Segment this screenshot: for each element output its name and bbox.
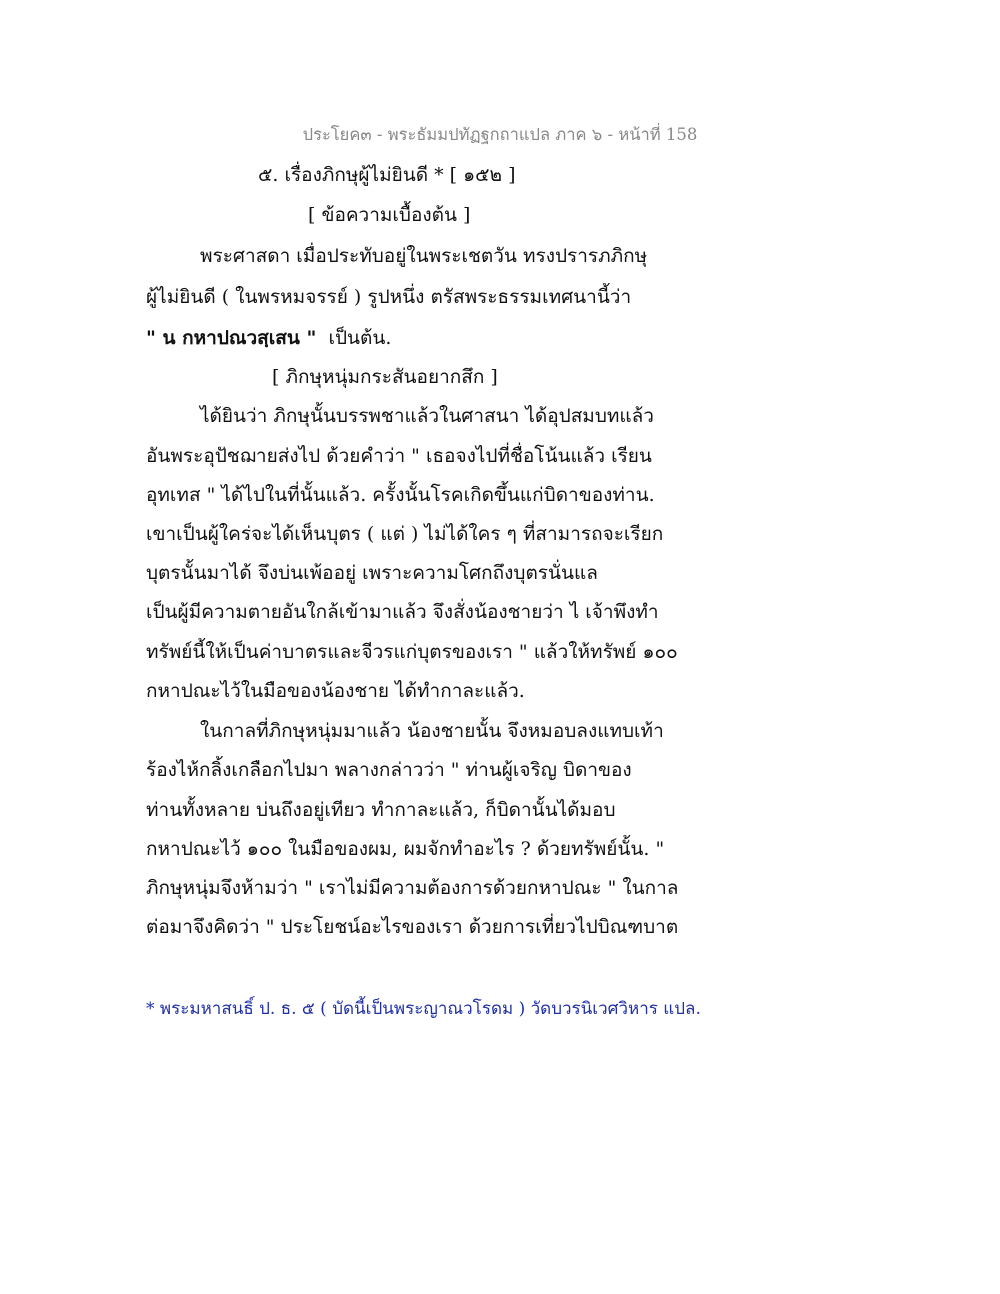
paragraph-3-line-4: กหาปณะไว้ ๑๐๐ ในมือของผม, ผมจักทำอะไร ? ด้วยทรัพย์นั้น. " [146,838,665,860]
paragraph-2-line-3: อุทเทส " ได้ไปในที่นั้นแล้ว. ครั้งนั้นโรคเกิดขึ้นแก่บิดาของท่าน. [146,484,655,506]
pali-quote: " น กหาปณวสฺเสน " [146,327,317,349]
paragraph-2-line-1: ได้ยินว่า ภิกษุนั้นบรรพชาแล้วในศาสนา ได้อุปสมบทแล้ว [200,405,654,427]
quote-suffix: เป็นต้น. [328,327,392,349]
page-header [0,122,1000,148]
story-title: ๕. เรื่องภิกษุผู้ไม่ยินดี * [ ๑๕๒ ] [258,164,516,186]
paragraph-2-line-7: ทรัพย์นี้ให้เป็นค่าบาตรและจีวรแก่บุตรของเรา " แล้วให้ทรัพย์ ๑๐๐ [146,641,678,663]
paragraph-1-line-2: ผู้ไม่ยินดี ( ในพรหมจรรย์ ) รูปหนึ่ง ตรัสพระธรรมเทศนานี้ว่า [146,286,632,308]
paragraph-1-line-3 [146,323,391,353]
paragraph-2-line-4: เขาเป็นผู้ใคร่จะได้เห็นบุตร ( แต่ ) ไม่ได้ใคร ๆ ที่สามารถจะเรียก [146,523,664,545]
section-heading-intro: [ ข้อความเบื้องต้น ] [308,204,471,226]
paragraph-3-line-5: ภิกษุหนุ่มจึงห้ามว่า " เราไม่มีความต้องการด้วยกหาปณะ " ในกาล [146,877,679,899]
header-text: ประโยค๓ - พระธัมมปทัฏฐกถาแปล ภาค ๖ - หน้าที่ 158 [302,125,698,144]
paragraph-1-line-1: พระศาสดา เมื่อประทับอยู่ในพระเชตวัน ทรงปรารภภิกษุ [200,245,648,267]
paragraph-2-line-5: บุตรนั้นมาได้ จึงบ่นเพ้ออยู่ เพราะความโศกถึงบุตรนั่นแล [146,562,598,584]
section-heading-monk: [ ภิกษุหนุ่มกระสันอยากสึก ] [272,366,498,388]
paragraph-2-line-6: เป็นผู้มีความตายอันใกล้เข้ามาแล้ว จึงสั่งน้องชายว่า ไ เจ้าพึงทำ [146,601,659,623]
paragraph-3-line-6: ต่อมาจึงคิดว่า " ประโยชน์อะไรของเรา ด้วยการเที่ยวไปบิณฑบาต [146,916,679,938]
paragraph-3-line-2: ร้องไห้กลิ้งเกลือกไปมา พลางกล่าวว่า " ท่านผู้เจริญ บิดาของ [146,759,632,781]
paragraph-3-line-3: ท่านทั้งหลาย บ่นถึงอยู่เทียว ทำกาละแล้ว, ก็บิดานั้นได้มอบ [146,799,616,821]
paragraph-2-line-8: กหาปณะไว้ในมือของน้องชาย ได้ทำกาละแล้ว. [146,680,525,702]
footnote: * พระมหาสนธิ์ ป. ธ. ๕ ( บัดนี้เป็นพระญาณวโรดม ) วัดบวรนิเวศวิหาร แปล. [146,999,701,1019]
paragraph-2-line-2: อันพระอุปัชฌายส่งไป ด้วยคำว่า " เธอจงไปที่ชื่อโน้นแล้ว เรียน [146,445,652,467]
paragraph-3-line-1: ในกาลที่ภิกษุหนุ่มมาแล้ว น้องชายนั้น จึงหมอบลงแทบเท้า [200,720,664,742]
